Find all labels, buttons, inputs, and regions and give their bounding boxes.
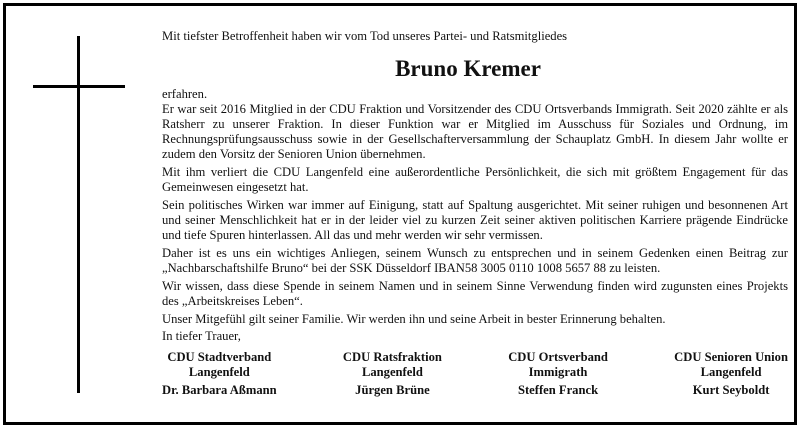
body-paragraph: Wir wissen, dass diese Spende in seinem Namen und in seinem Sinne Verwendung finden wird zugunsten eines Projekts des „Arbeitskreises Leben“. — [162, 279, 788, 308]
signature-org-location: Langenfeld — [700, 365, 762, 379]
cross-icon-vertical — [77, 36, 80, 393]
obituary-body — [162, 87, 788, 330]
signature-org-location: Langenfeld — [188, 365, 250, 379]
body-paragraph: erfahren. — [162, 87, 208, 101]
signature-person: Dr. Barbara Aßmann — [162, 383, 277, 397]
signature-org-location: Langenfeld — [361, 365, 423, 379]
cross-icon-horizontal — [33, 85, 125, 88]
signature-ratsfraktion — [343, 350, 442, 398]
body-paragraph: Sein politisches Wirken war immer auf Einigung, statt auf Spaltung ausgerichtet. Mit seiner ruhigen und besonnenen Art und seiner Menschlichkeit hat er in der leider viel zu kurzen Zeit seiner aktiven politischen Karriere prägende Eindrücke und tiefe Spuren hinterlassen. All das und mehr werden wir sehr vermissen. — [162, 198, 788, 242]
closing-line: In tiefer Trauer, — [162, 329, 241, 343]
body-paragraph: Daher ist es uns ein wichtiges Anliegen, seinem Wunsch zu entsprechen und in seinem Gedenken einen Beitrag zur „Nachbarschaftshilfe Bruno“ bei der SSK Düsseldorf IBAN58 3005 0110 1008 5657 88 zu leisten. — [162, 246, 788, 275]
signature-org: CDU Ratsfraktion — [342, 350, 442, 364]
intro-line: Mit tiefster Betroffenheit haben wir vom Tod unseres Partei- und Ratsmitgliedes — [162, 29, 568, 43]
body-paragraph: Mit ihm verliert die CDU Langenfeld eine außerordentliche Persönlichkeit, die sich mit größtem Engagement für das Gemeinwesen eingesetzt hat. — [162, 165, 788, 194]
body-paragraph: Er war seit 2016 Mitglied in der CDU Fraktion und Vorsitzender des CDU Ortsverbands Immigrath. Seit 2020 zählte er als Ratsherr zu unserer Fraktion. In dieser Funktion war er Mitglied im Ausschuss für Soziales und Ordnung, im Rechnungsprüfungsausschuss sowie in der Gesellschafterversammlung der Schauplatz GmbH. In diesem Jahr wollte er zudem den Vorsitz der Senioren Union übernehmen. — [162, 102, 788, 161]
body-paragraph: Unser Mitgefühl gilt seiner Familie. Wir werden ihn und seine Arbeit in bester Erinnerung behalten. — [162, 312, 666, 326]
deceased-name: Bruno Kremer — [395, 56, 541, 81]
signature-org: CDU Stadtverband — [167, 350, 272, 364]
signature-person: Steffen Franck — [517, 383, 599, 397]
signature-block — [162, 350, 788, 398]
signature-org: CDU Ortsverband — [508, 350, 608, 364]
signature-org-location: Immigrath — [528, 365, 588, 379]
signature-person: Kurt Seyboldt — [692, 383, 770, 397]
signature-ortsverband — [508, 350, 608, 398]
signature-senioren-union — [674, 350, 788, 398]
signature-stadtverband — [162, 350, 277, 398]
signature-org: CDU Senioren Union — [674, 350, 788, 364]
signature-person: Jürgen Brüne — [355, 383, 430, 397]
